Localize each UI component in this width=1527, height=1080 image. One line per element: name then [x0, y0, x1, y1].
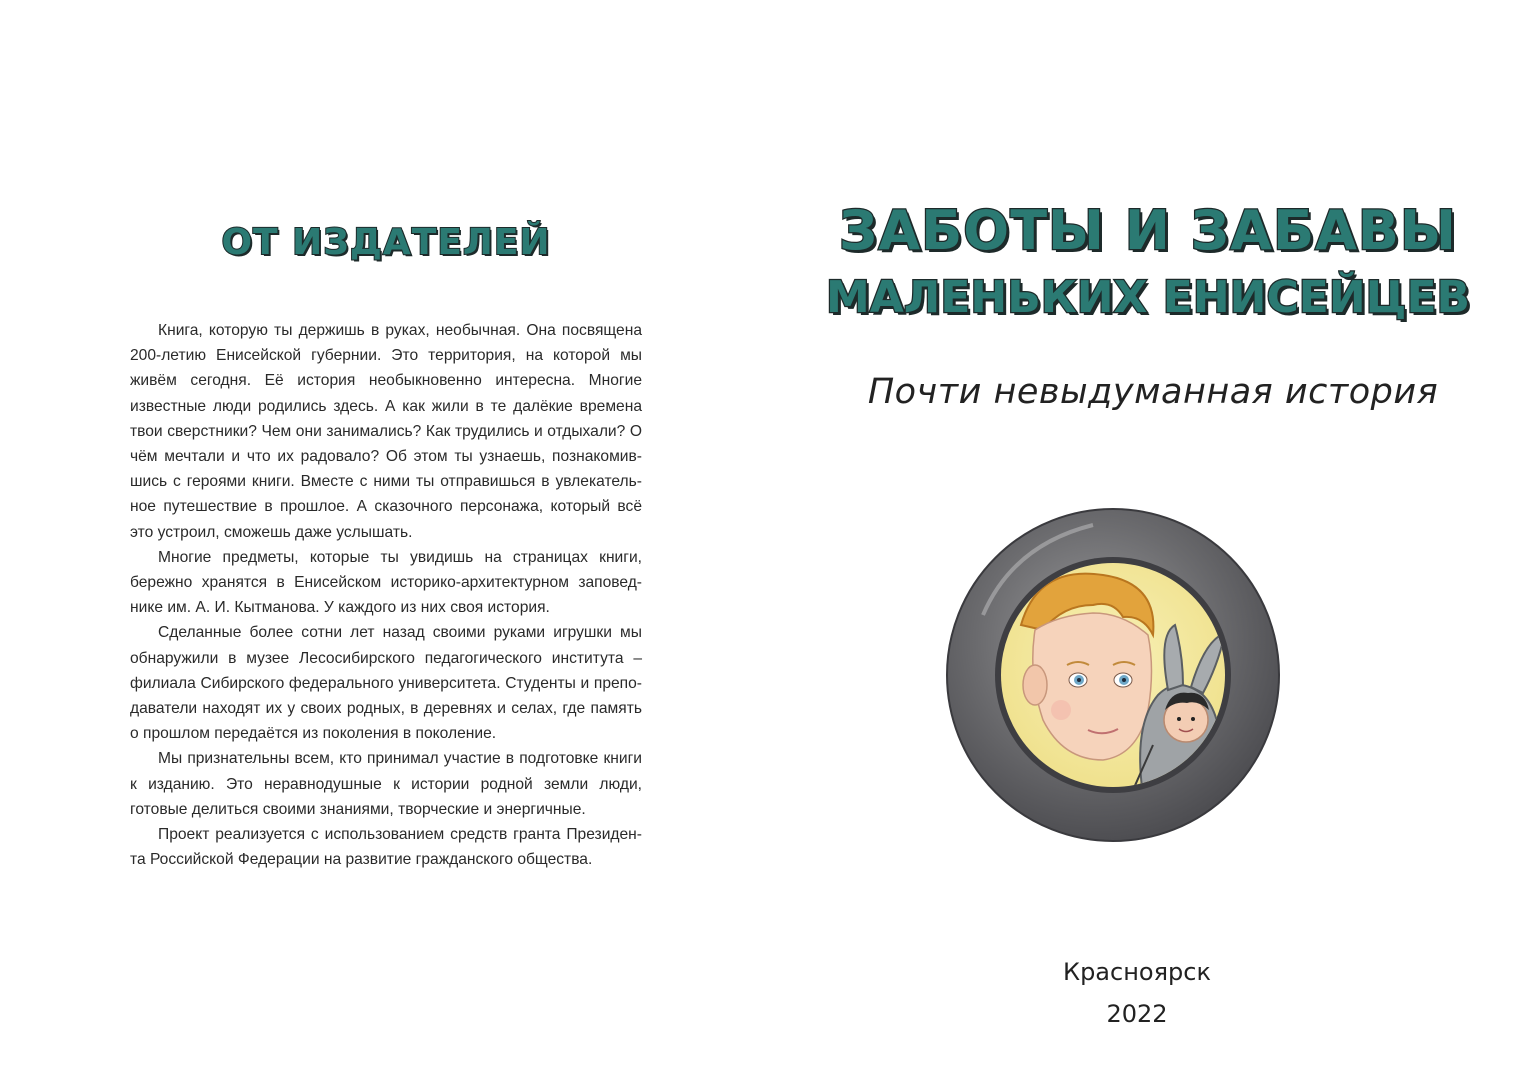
publishers-heading: ОТ ИЗДАТЕЛЕЙ	[221, 222, 551, 263]
boy-ear	[1023, 665, 1047, 705]
publication-year: 2022	[1106, 1000, 1168, 1028]
paragraph-5: Проект реализуется с использованием средств гранта Президента Российской Федерации на развитие гражданского общества.	[130, 826, 642, 869]
publishers-text	[130, 318, 642, 872]
paragraph-2: Многие предметы, которые ты увидишь на страницах книги, бережно хранятся в Енисейском историко-архитектурном заповеднике им. А. И. Кытманова. У каждого из них своя история.	[130, 548, 642, 617]
book-subtitle: Почти невыдуманная история	[867, 372, 1439, 412]
left-page	[0, 0, 763, 1080]
porthole-svg	[943, 505, 1283, 845]
book-title	[823, 196, 1473, 330]
publication-city: Красноярск	[1063, 958, 1211, 986]
paragraph-4: Мы признательны всем, кто принимал участие в подготовке книги к изданию. Это неравнодушные к истории родной земли люди, готовые делиться своими знаниями, творческие и энергичные.	[130, 750, 642, 818]
book-title-line-2: МАЛЕНЬКИХ ЕНИСЕЙЦЕВ	[825, 272, 1471, 323]
porthole-illustration-icon	[943, 505, 1283, 845]
paragraph-1: Книга, которую ты держишь в руках, необычная. Она посвящена 200-летию Енисейской губернии. Это территория, на которой мы живём сегодня. Её история необыкновенно интересна. Многие известные люди родились здесь. А как жили в те далёкие времена твои сверстники? Чем они занимались? Как трудились и отдыхали? О чём мечтали и что их радовало? Об этом ты узнаешь, познакомившись с героями книги. Вместе с ними ты отправишься в увлекательное путешествие в прошлое. А сказочного персонажа, который всё это устроил, сможешь даже услышать.	[130, 322, 642, 541]
book-title-line-1: ЗАБОТЫ И ЗАБАВЫ	[838, 199, 1458, 262]
right-page	[763, 0, 1527, 1080]
paragraph-3: Сделанные более сотни лет назад своими руками игрушки мы обнаружили в музее Лесосибирского педагогического института – филиала Сибирского федерального университета. Студенты и преподаватели находят их у своих родных, в деревнях и селах, где память о прошлом передаётся из поколения в поколение.	[130, 624, 642, 743]
